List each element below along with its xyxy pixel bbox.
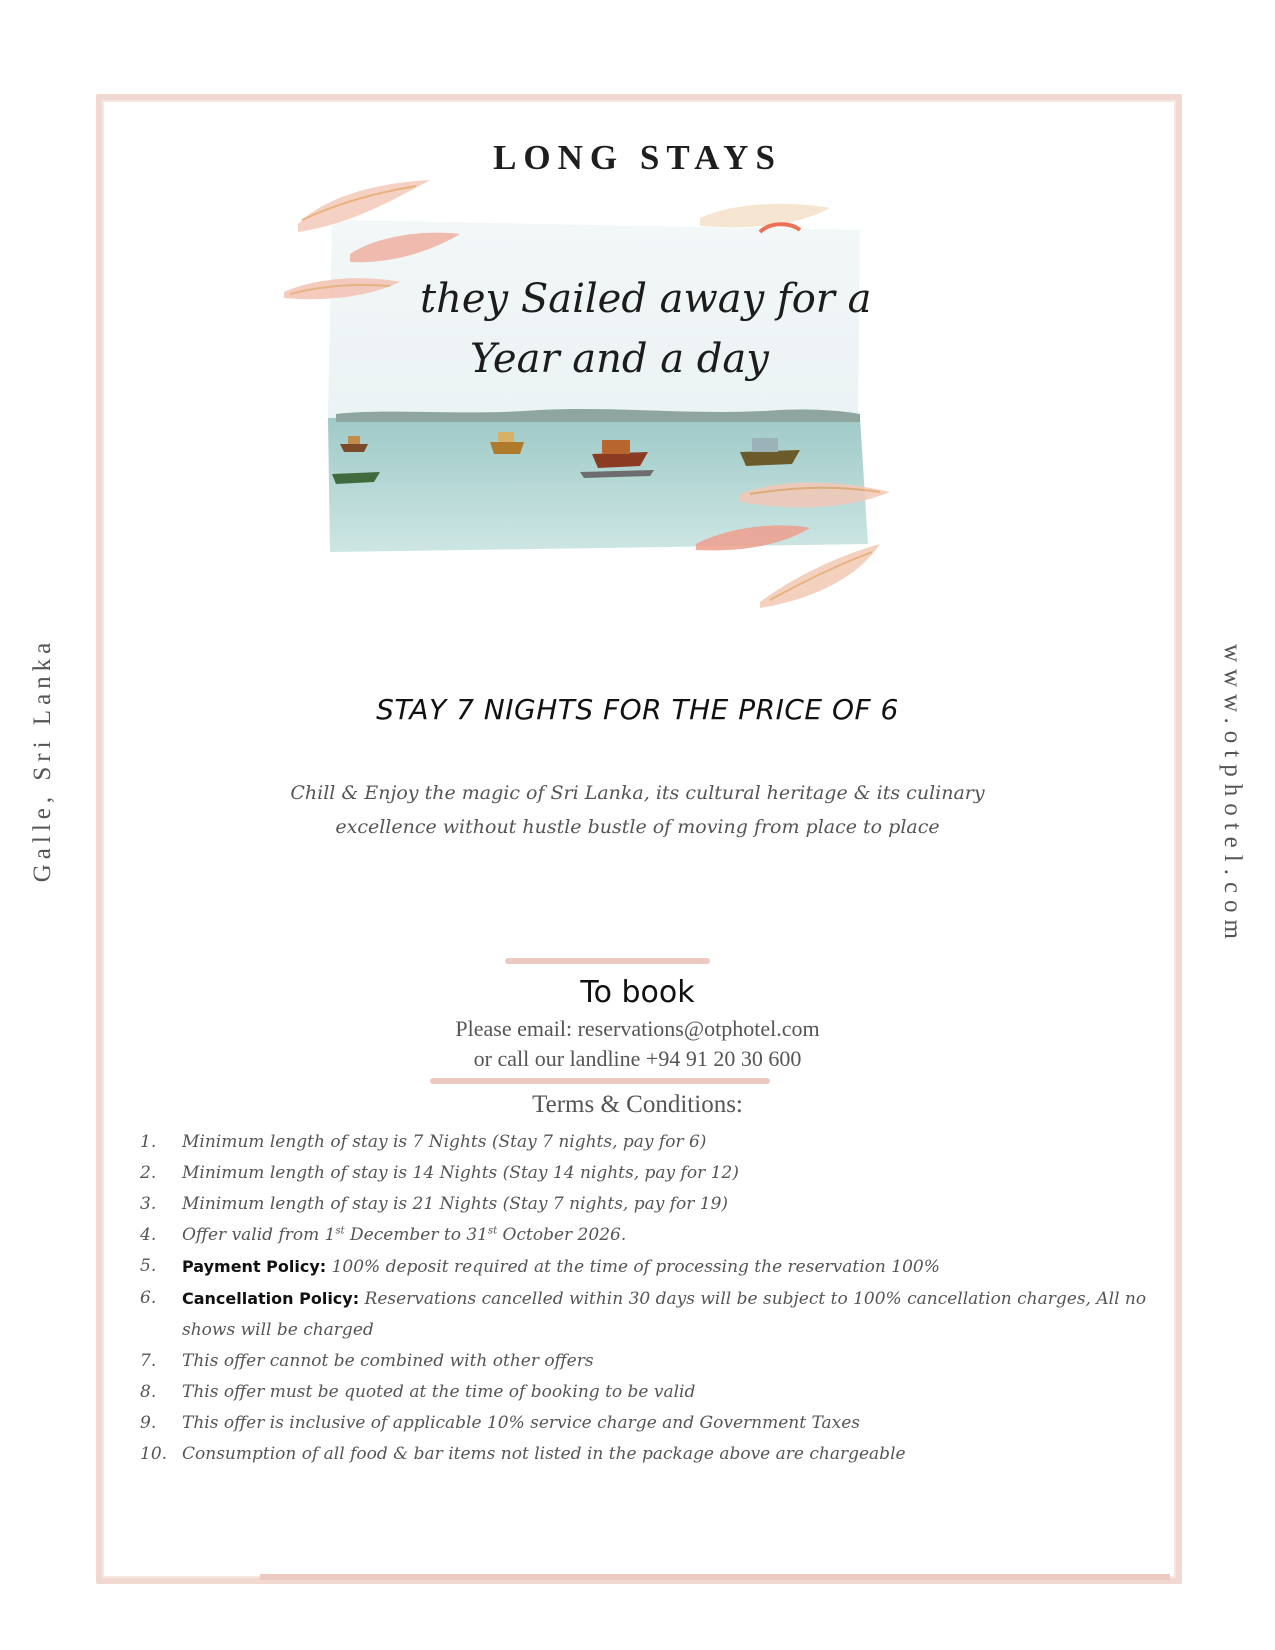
terms-item [140,1251,1150,1283]
terms-item-number: 10. [140,1444,168,1464]
terms-item [140,1158,1150,1189]
terms-item [140,1346,1150,1377]
terms-item-text: Minimum length of stay is 21 Nights (Stay 7 nights, pay for 19) [182,1194,729,1214]
terms-item-number: 9. [140,1413,157,1433]
handwritten-line-2: Year and a day [470,336,769,382]
terms-item [140,1127,1150,1158]
terms-item [140,1283,1150,1346]
terms-item-text: This offer is inclusive of applicable 10% service charge and Government Taxes [182,1413,860,1433]
terms-list [140,1127,1150,1470]
terms-item-text: This offer must be quoted at the time of booking to be valid [182,1382,696,1402]
page-border-brush-bottom [260,1574,1170,1580]
handwritten-line-1: they Sailed away for a [420,276,872,322]
ordinal-suffix: st [335,1225,345,1237]
terms-text-part: December to 31 [344,1225,488,1245]
terms-item-text [182,1283,1150,1346]
terms-item-number: 7. [140,1351,157,1371]
terms-item-number: 6. [140,1288,157,1308]
terms-item-text: Minimum length of stay is 14 Nights (Stay 14 nights, pay for 12) [182,1163,739,1183]
terms-item [140,1189,1150,1220]
ordinal-suffix: st [488,1225,498,1237]
terms-item [140,1377,1150,1408]
terms-item-text: This offer cannot be combined with other offers [182,1351,594,1371]
terms-item-number: 1. [140,1132,157,1152]
page-title: LONG STAYS [493,138,782,177]
booking-email-line[interactable]: Please email: reservations@otphotel.com [455,1016,820,1041]
offer-tagline [250,776,1025,844]
booking-phone-line[interactable]: or call our landline +94 91 20 30 600 [473,1046,802,1071]
offer-headline: STAY 7 NIGHTS FOR THE PRICE OF 6 [376,693,899,726]
terms-text-part: October 2026. [497,1225,627,1245]
side-website-text: www.otphotel.com [1219,643,1246,947]
terms-heading: Terms & Conditions: [532,1091,743,1118]
booking-heading: To book [580,975,695,1010]
cancellation-policy-text: Reservations cancelled within 30 days will be subject to 100% cancellation charges, All no shows will be charged [182,1289,1147,1340]
tagline-line-2: excellence without hustle bustle of moving from place to place [335,816,940,838]
terms-item-number: 5. [140,1256,157,1276]
hero-illustration [240,172,980,632]
terms-item-text: Consumption of all food & bar items not listed in the package above are chargeable [182,1444,906,1464]
side-location-text: Galle, Sri Lanka [29,637,56,883]
sea-boats-illustration [240,172,980,632]
terms-item [140,1439,1150,1470]
terms-item [140,1408,1150,1439]
tagline-line-1: Chill & Enjoy the magic of Sri Lanka, its cultural heritage & its culinary [290,782,985,804]
payment-policy-text: 100% deposit required at the time of processing the reservation 100% [326,1257,940,1277]
brush-stroke-bottom [430,1078,770,1084]
terms-text-part: Offer valid from 1 [182,1225,336,1245]
terms-item-number: 3. [140,1194,157,1214]
cancellation-policy-label: Cancellation Policy: [182,1289,360,1308]
terms-item [140,1220,1150,1251]
terms-item-text [182,1220,1150,1251]
payment-policy-label: Payment Policy: [182,1257,327,1276]
terms-item-number: 4. [140,1225,157,1245]
terms-item-number: 2. [140,1163,157,1183]
terms-item-text: Minimum length of stay is 7 Nights (Stay 7 nights, pay for 6) [182,1132,707,1152]
brush-stroke-top [505,958,710,964]
terms-item-number: 8. [140,1382,157,1402]
terms-item-text [182,1251,1150,1283]
